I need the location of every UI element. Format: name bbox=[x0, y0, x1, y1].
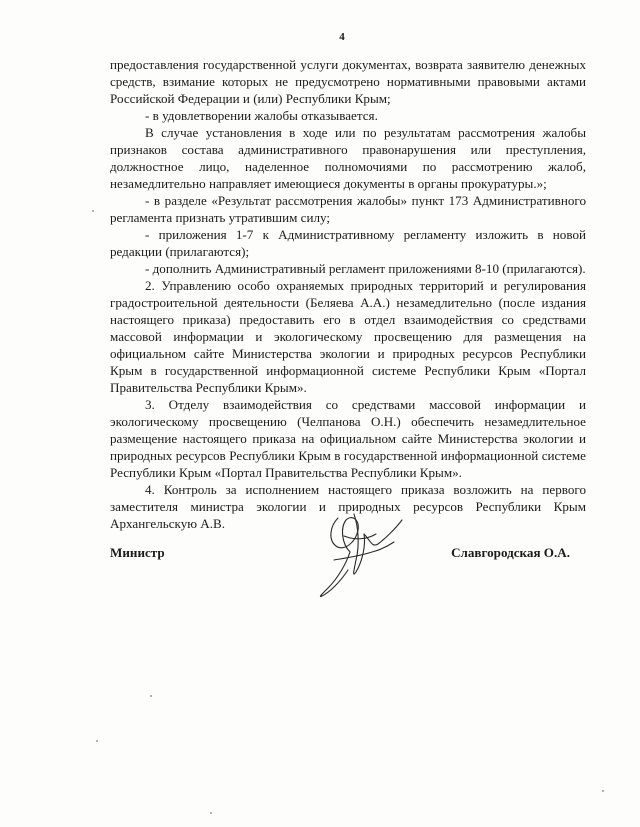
paragraph-item-section: - в разделе «Результат рассмотрения жалобы» пункт 173 Административного регламента признать утратившим силу; bbox=[110, 193, 586, 225]
paragraph-prosecution: В случае установления в ходе или по результатам рассмотрения жалобы признаков состава административного правонарушения или преступления, должностное лицо, наделенное полномочиями по рассмотрению жалоб, незамедлительно направляет имеющиеся документы в органы прокуратуры.»; bbox=[110, 125, 586, 191]
paragraph-clause-3: 3. Отделу взаимодействия со средствами массовой информации и экологическому просвещению (Челпанова О.Н.) обеспечить незамедлительное размещение настоящего приказа на официальном сайте Министерства экологии и природных ресурсов Республики Крым в государственной информационной системе Республики Крым «Портал Правительства Республики Крым». bbox=[110, 397, 586, 480]
paragraph-item-appendices: - приложения 1-7 к Административному регламенту изложить в новой редакции (прилагаются); bbox=[110, 227, 586, 259]
handwritten-signature bbox=[300, 500, 410, 610]
paragraph-item-supplement: - дополнить Административный регламент приложениями 8-10 (прилагаются). bbox=[145, 261, 586, 276]
paragraph-clause-4: 4. Контроль за исполнением настоящего приказа возложить на первого заместителя министра экологии и природных ресурсов Республики Крым Архангельскую А.В. bbox=[110, 482, 586, 531]
page-number: 4 bbox=[339, 31, 345, 43]
paragraph-continuation: предоставления государственной услуги документах, возврата заявителю денежных средств, взимание которых не предусмотрено нормативными правовыми актами Российской Федерации и (или) Республики Крым; bbox=[110, 57, 586, 106]
scan-speck bbox=[210, 812, 212, 814]
paragraph-refusal: - в удовлетворении жалобы отказывается. bbox=[145, 108, 378, 123]
document-body bbox=[110, 56, 586, 532]
scan-speck bbox=[602, 790, 604, 792]
scan-speck bbox=[96, 740, 98, 742]
paragraph-clause-2: 2. Управлению особо охраняемых природных территорий и регулирования градостроительной деятельности (Беляева А.А.) незамедлительно (после издания настоящего приказа) предоставить его в отдел взаимодействия со средствами массовой информации и экологическому просвещению для размещения на официальном сайте Министерства экологии и природных ресурсов Республики Крым в государственной информационной системе Республики Крым «Портал Правительства Республики Крым». bbox=[110, 278, 586, 395]
scan-speck bbox=[150, 695, 152, 697]
signer-position: Министр bbox=[110, 545, 165, 560]
scan-speck bbox=[92, 210, 94, 212]
signer-name: Славгородская О.А. bbox=[451, 545, 570, 560]
